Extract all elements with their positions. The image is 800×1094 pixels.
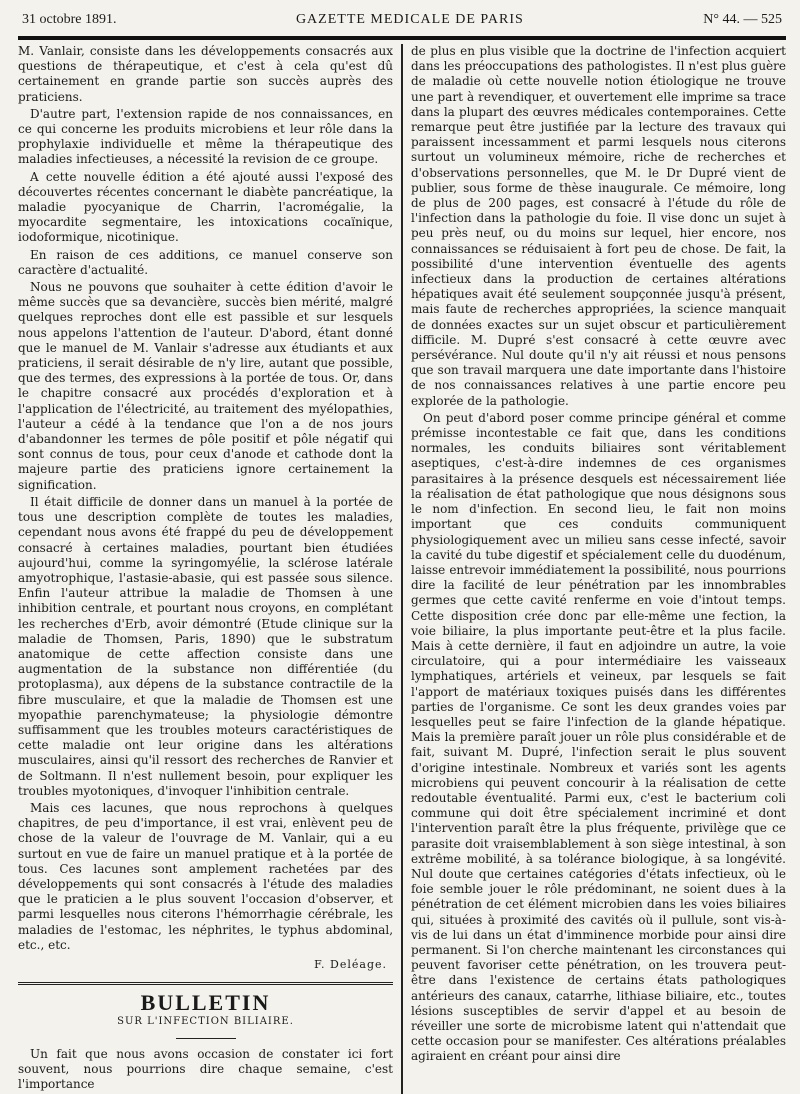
journal-title: GAZETTE MEDICALE DE PARIS [295,12,524,27]
newspaper-page [18,6,786,1094]
left-paragraph-2: D'autre part, l'extension rapide de nos connaissances, en ce qui concerne les produits microbiens et leur rôle dans la prophylaxie individuelle et même la thérapeutique des maladies infectieuses, a nécessité la revision de ce groupe. [18,106,394,167]
left-paragraph-4: En raison de ces additions, ce manuel conserve son caractère d'actualité. [18,247,394,277]
right-paragraph-2: On peut d'abord poser comme principe général et comme prémisse incontestable ce fait que, dans les conditions normales, les conduits biliaires sont véritablement aseptiques, c'est-à-dire indemnes de ces organismes parasitaires à la présence desquels est nécessairement liée la réalisation de état pathologique que nous désignons sous le nom d'infection. En second lieu, le fait non moins important que ces conduits communiquent physiologiquement avec un milieu sans cesse infecté, savoir la cavité du tube digestif et spécialement celle du duodénum, laisse entrevoir immédiatement la possibilité, nous pourrions dire la facilité de leur pénétration par les innombrables germes que cette cavité renferme en voie d'intout temps. Cette disposition crée donc par elle-même une fection, la voie biliaire, la plus importante peut-être et la plus facile. Mais à cette dernière, il faut en adjoindre un autre, la voie circulatoire, qui a pour intermédiaire les vaisseaux lymphatiques, artériels et veineux, par lesquels se fait l'apport de matériaux toxiques puisés dans les différentes parties de l'organisme. Ce sont les deux grandes voies par lesquelles peut se faire l'infection de la glande hépatique. Mais la première paraît jouer un rôle plus considérable et de fait, suivant M. Dupré, l'infection serait le plus souvent d'origine intestinale. Nombreux et variés sont les agents microbiens qui peuvent concourir à la réalisation de cette redoutable éventualité. Parmi eux, c'est le bacterium coli commune qui doit être spécialement incriminé et dont l'intervention paraît être la plus fréquente, privilège que ce parasite doit vraisemblablement à son siège intestinal, à son extrême mobilité, à sa tolérance biologique, à sa longévité. Nul doute que certaines catégories d'états infectieux, où le foie semble jouer le rôle prédominant, ne soient dues à la pénétration de cet élément microbien dans les voies biliaires qui, situées à proximité des cavités où il pullule, sont vis-à-vis de lui dans un état d'imminence morbide pour ainsi dire permanent. Si l'on cherche maintenant les circonstances qui peuvent favoriser cette pénétration, on les trouvera peut-être dans l'existence de certains états pathologiques antérieurs des canaux, catarrhe, lithiase biliaire, etc., toutes lésions susceptibles de servir d'appel et au besoin de réveiller une sorte de microbisme latent qui n'attendait que cette occasion pour se manifester. Ces altérations préalables agiraient en créant pour ainsi dire [410,410,786,1064]
left-paragraph-3: A cette nouvelle édition a été ajouté aussi l'exposé des découvertes récentes concernant le diabète pancréatique, la maladie pyocyanique de Charrin, l'acromégalie, la myocardite segmentaire, les intoxications cocaïnique, iodoformique, nicotinique. [18,169,394,245]
left-paragraph-6: Il était difficile de donner dans un manuel à la portée de tous une description complète de toutes les maladies, cependant nous avons été frappé du peu de développement consacré à certaines maladies, pourtant bien étudiées aujourd'hui, comme la syringomyélie, la sclérose latérale amyotrophique, l'astasie-abasie, qui est passée sous silence. Enfin l'auteur attribue la maladie de Thomsen à une inhibition centrale, et pourtant nous croyons, en complétant les recherches d'Erb, avoir démontré (Etude clinique sur la maladie de Thomsen, Paris, 1890) que le substratum anatomique de cette affection consiste dans une augmentation de la substance non différentiée (du protoplasma), aux dépens de la substance contractile de la fibre musculaire, et que la maladie de Thomsen est une myopathie parenchymateuse; la physiologie démontre suffisamment que les troubles moteurs caractéristiques de cette maladie ont leur origine dans les altérations musculaires, ainsi qu'il ressort des recherches de Ranvier et de Soltmann. Il n'est nullement besoin, pour expliquer les troubles myotoniques, d'invoquer l'inhibition centrale. [18,494,394,798]
bulletin-subtitle: SUR L'INFECTION BILIAIRE. [117,1016,294,1028]
section-rule [18,982,393,985]
page-number: N° 44. — 525 [703,12,782,27]
author-signature: F. Deléage. [314,957,388,971]
right-column [411,44,786,1094]
left-paragraph-7: Mais ces lacunes, que nous reprochons à quelques chapitres, de peu d'importance, il est vrai, enlèvent peu de chose de la valeur de l'ouvrage de M. Vanlair, qui a eu surtout en vue de faire un manuel pratique et à la portée de tous. Ces lacunes sont amplement rachetées par des développements qui sont consacrés à l'étude des maladies que le praticien a le plus souvent l'occasion d'observer, et parmi lesquelles nous citerons l'hémorrhagie cérébrale, les maladies de l'estomac, les néphrites, le typhus abdominal, etc., etc. [18,800,394,952]
left-paragraph-5: Nous ne pouvons que souhaiter à cette édition d'avoir le même succès que sa devancière, succès bien mérité, malgré quelques reproches dont elle est passible et sur lesquels nous appelons l'attention de l'auteur. D'abord, étant donné que le manuel de M. Vanlair s'adresse aux étudiants et aux praticiens, il serait désirable de n'y lire, autant que possible, que des termes, des expressions à la portée de tous. Or, dans le chapitre consacré aux procédés d'exploration et à l'application de l'électricité, au traitement des myélopathies, l'auteur a cédé à la tendance que l'on a de nos jours d'abandonner les termes de pôle positif et pôle négatif qui sont connus de tous, pour ceux d'anode et cathode dont la majeure partie des praticiens ignore certainement la signification. [18,280,394,492]
column-divider [401,44,403,1094]
bulletin-title: BULLETIN [140,990,271,1016]
left-column [18,44,393,1094]
header-rule [18,36,786,40]
article-columns [18,44,786,1094]
bulletin-intro: Un fait que nous avons occasion de constater ici fort souvent, nous pourrions dire chaque semaine, c'est l'importance [18,1046,394,1091]
bulletin-rule [176,1038,236,1039]
right-paragraph-1: de plus en plus visible que la doctrine de l'infection acquiert dans les préoccupations des pathologistes. Il n'est plus guère de maladie où cette nouvelle notion étiologique ne trouve une part à revendiquer, et ouvertement elle imprime sa trace dans la plupart des œuvres médicales contemporaines. Cette remarque peut être justifiée par la lecture des travaux qui paraissent incessamment et parmi lesquels nous citerons surtout un volumineux mémoire, riche de recherches et d'observations personnelles, que M. le Dr Dupré vient de publier, sous forme de thèse inaugurale. Ce mémoire, long de plus de 200 pages, est consacré à l'étude du rôle de l'infection dans la pathologie du foie. Il vise donc un sujet à peu près neuf, ou du moins sur lequel, hier encore, nos connaissances se réduisaient à fort peu de chose. De fait, la possibilité d'une intervention éventuelle des agents infectieux dans la production de certaines altérations hépatiques avait été seulement soupçonnée jusqu'à présent, mais faute de recherches appropriées, la science manquait de données exactes sur un sujet obscur et particulièrement difficile. M. Dupré s'est consacré à cette œuvre avec persévérance. Nul doute qu'il n'y ait réussi et nous pensons que son travail marquera une date importante dans l'histoire de nos connaissances relatives à une partie encore peu explorée de la pathologie. [410,44,786,408]
left-paragraph-1: M. Vanlair, consiste dans les développements consacrés aux questions de thérapeutique, et c'est à cela qu'est dû certainement en grande partie son succès auprès des praticiens. [18,44,394,104]
page-header [18,6,786,30]
issue-date: 31 octobre 1891. [22,12,117,27]
